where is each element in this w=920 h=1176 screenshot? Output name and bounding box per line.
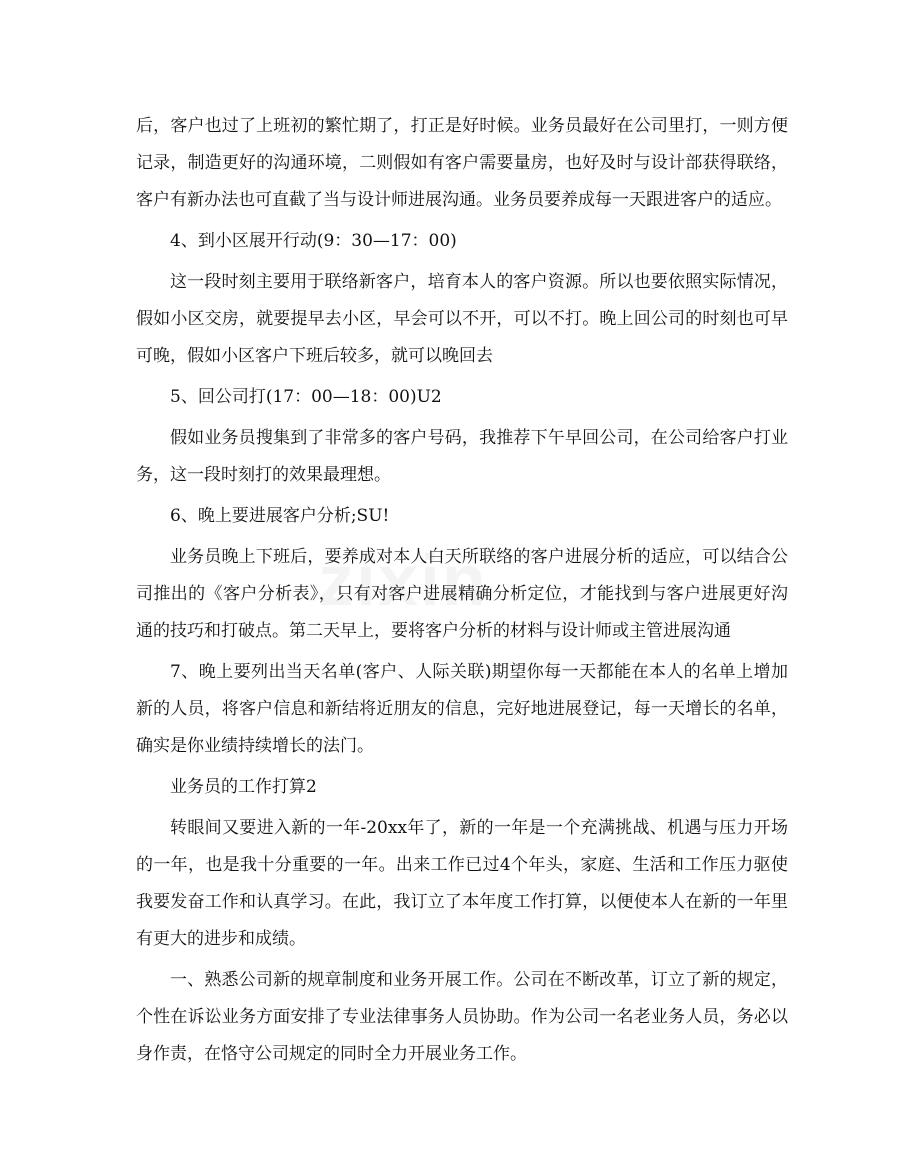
- section-heading-7: 7、晚上要列出当天名单(客户、人际关联)期望你每一天都能在本人的名单上增加新的人员，将客户信息和新结将近朋友的信息，完好地进展登记，每一天增长的名单，确实是你业绩持续增长的法门。: [136, 662, 788, 756]
- document-subtitle: 业务员的工作打算2: [170, 777, 317, 797]
- paragraph: 这一段时刻主要用于联络新客户，培育本人的客户资源。所以也要依照实际情况，假如小区交房，就要提早去小区，早会可以不开，可以不打。晚上回公司的时刻也可早可晚，假如小区客户下班后较多，就可以晚回去: [136, 272, 788, 366]
- document-body: [136, 108, 788, 1077]
- paragraph: 假如业务员搜集到了非常多的客户号码，我推荐下午早回公司，在公司给客户打业务，这一段时刻打的效果最理想。: [136, 428, 788, 485]
- section-heading-4: 4、到小区展开行动(9：30—17：00): [170, 231, 457, 251]
- section-heading-5: 5、回公司打(17：00—18：00)U2: [170, 387, 442, 407]
- paragraph: 业务员晚上下班后，要养成对本人白天所联络的客户进展分析的适应，可以结合公司推出的《客户分析表》，只有对客户进展精确分析定位，才能找到与客户进展更好沟通的技巧和打破点。第二天早上，要将客户分析的材料与设计师或主管进展沟通: [136, 547, 788, 641]
- paragraph: 转眼间又要进入新的一年-20xx年了，新的一年是一个充满挑战、机遇与压力开场的一年，也是我十分重要的一年。出来工作已过4个年头，家庭、生活和工作压力驱使我要发奋工作和认真学习。在此，我订立了本年度工作打算，以便使本人在新的一年里有更大的进步和成绩。: [136, 818, 788, 949]
- section-heading-6: 6、晚上要进展客户分析;SU!: [170, 506, 390, 526]
- paragraph: 一、熟悉公司新的规章制度和业务开展工作。公司在不断改革，订立了新的规定，个性在诉讼业务方面安排了专业法律事务人员协助。作为公司一名老业务人员，务必以身作责，在恪守公司规定的同时全力开展业务工作。: [136, 970, 788, 1064]
- paragraph-continuation: 后，客户也过了上班初的繁忙期了，打正是好时候。业务员最好在公司里打，一则方便记录，制造更好的沟通环境，二则假如有客户需要量房，也好及时与设计部获得联络，客户有新办法也可直截了当与设计师进展沟通。业务员要养成每一天跟进客户的适应。: [136, 116, 788, 210]
